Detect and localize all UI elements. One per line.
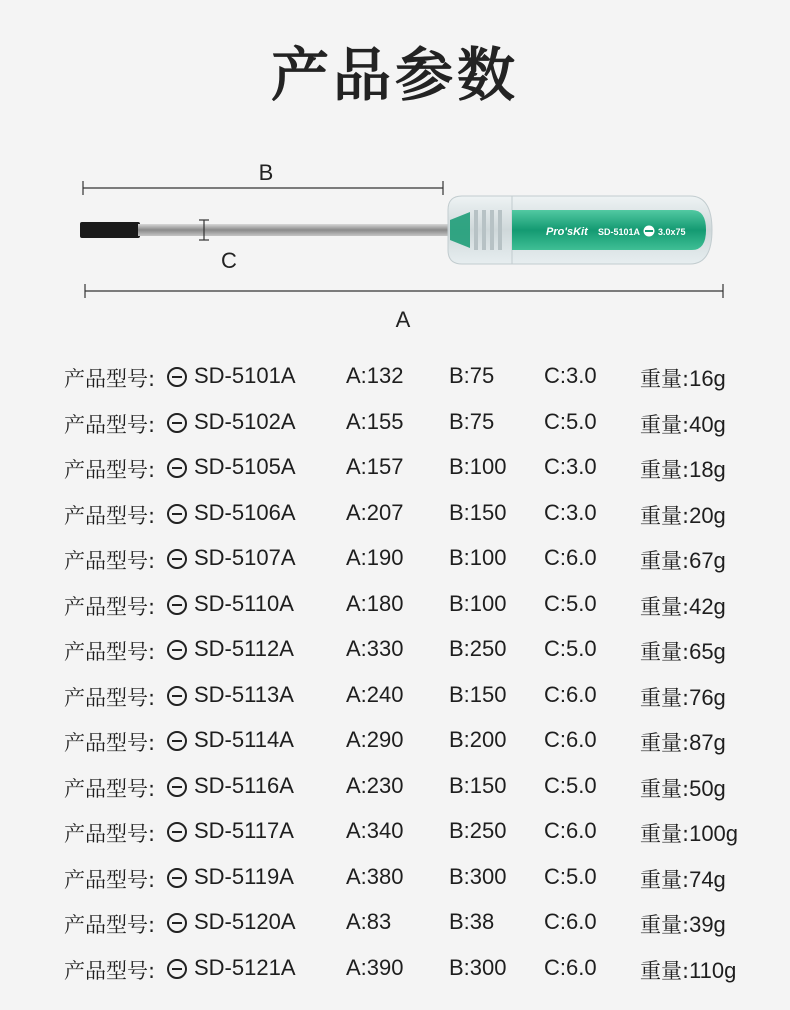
length-b: B:250 xyxy=(449,818,507,843)
weight-value: 50g xyxy=(689,775,726,801)
model-label: 产品型号: xyxy=(64,367,156,391)
weight-label: 重量: xyxy=(640,822,690,846)
length-a: A:157 xyxy=(346,454,404,479)
table-row xyxy=(0,355,790,401)
weight xyxy=(640,955,736,985)
tip-size-c: C:6.0 xyxy=(544,681,597,707)
label-a: A xyxy=(395,307,411,332)
length-b: B:75 xyxy=(449,363,495,388)
screwdriver-handle xyxy=(448,196,712,264)
length-b: B:300 xyxy=(449,863,507,889)
model-label: 产品型号: xyxy=(64,458,156,482)
model-label: 产品型号: xyxy=(64,776,156,801)
length-a: A:83 xyxy=(346,909,392,934)
model-label: 产品型号: xyxy=(64,503,156,528)
slotted-screwdriver-icon xyxy=(167,913,187,933)
weight-value: 74g xyxy=(689,866,726,892)
length-b: B:100 xyxy=(449,590,507,616)
length-a: A:240 xyxy=(346,681,404,707)
handle-brand: Pro'sKit xyxy=(546,226,588,238)
model-number: SD-5117A xyxy=(194,818,294,843)
slotted-screwdriver-icon xyxy=(167,595,187,615)
weight-value: 67g xyxy=(689,548,726,573)
weight-label: 重量: xyxy=(640,594,690,619)
length-a: A:132 xyxy=(346,363,404,388)
slotted-screwdriver-icon xyxy=(167,413,187,433)
tip-size-c: C:3.0 xyxy=(544,454,597,479)
table-row xyxy=(0,765,790,811)
tip-size-c: C:6.0 xyxy=(544,909,597,934)
weight-label: 重量: xyxy=(640,776,690,801)
length-a: A:330 xyxy=(346,636,404,661)
weight xyxy=(640,773,726,803)
weight xyxy=(640,409,726,439)
model-label: 产品型号: xyxy=(64,549,156,573)
screwdriver-tip xyxy=(80,222,140,238)
table-row xyxy=(0,537,790,583)
model-label: 产品型号: xyxy=(64,594,156,619)
weight xyxy=(640,682,726,712)
weight-label: 重量: xyxy=(640,458,690,482)
slotted-screwdriver-icon xyxy=(167,549,187,569)
weight-value: 40g xyxy=(689,411,726,437)
length-b: B:150 xyxy=(449,499,507,525)
weight-value: 16g xyxy=(689,366,726,391)
handle-size: 3.0x75 xyxy=(658,227,686,237)
table-row xyxy=(0,583,790,629)
model-number: SD-5107A xyxy=(194,545,296,570)
model-label: 产品型号: xyxy=(64,913,156,937)
weight-label: 重量: xyxy=(640,867,690,892)
model-number: SD-5114A xyxy=(194,727,294,752)
model-number: SD-5112A xyxy=(194,636,294,661)
table-row xyxy=(0,947,790,993)
slotted-screwdriver-icon xyxy=(167,822,187,842)
model-label: 产品型号: xyxy=(64,822,156,846)
model-label: 产品型号: xyxy=(64,731,156,755)
length-b: B:200 xyxy=(449,727,507,752)
slotted-screwdriver-icon xyxy=(167,640,187,660)
slotted-screwdriver-icon xyxy=(167,731,187,751)
weight xyxy=(640,500,726,530)
weight-value: 18g xyxy=(689,457,726,482)
length-a: A:340 xyxy=(346,818,404,843)
weight xyxy=(640,727,726,757)
table-row xyxy=(0,901,790,947)
screwdriver-shaft xyxy=(138,224,450,236)
weight xyxy=(640,864,726,894)
weight-label: 重量: xyxy=(640,958,690,983)
handle-model: SD-5101A xyxy=(598,227,641,237)
dimension-b xyxy=(83,160,443,195)
length-b: B:100 xyxy=(449,545,507,570)
model-label: 产品型号: xyxy=(64,412,156,437)
model-number: SD-5101A xyxy=(194,363,296,388)
spec-table xyxy=(0,355,790,992)
model-number: SD-5105A xyxy=(194,454,296,479)
weight xyxy=(640,454,726,484)
length-a: A:155 xyxy=(346,408,404,434)
weight-value: 20g xyxy=(689,502,726,528)
weight-label: 重量: xyxy=(640,685,690,710)
length-b: B:38 xyxy=(449,909,495,934)
length-b: B:300 xyxy=(449,954,507,980)
model-number: SD-5116A xyxy=(194,772,294,798)
weight-label: 重量: xyxy=(640,503,690,528)
tip-size-c: C:5.0 xyxy=(544,636,597,661)
table-row xyxy=(0,446,790,492)
tip-size-c: C:6.0 xyxy=(544,545,597,570)
tip-size-c: C:5.0 xyxy=(544,772,597,798)
model-number: SD-5120A xyxy=(194,909,296,934)
weight-value: 39g xyxy=(689,912,726,937)
slotted-screwdriver-icon xyxy=(167,458,187,478)
weight-label: 重量: xyxy=(640,913,690,937)
length-b: B:250 xyxy=(449,636,507,661)
tip-size-c: C:6.0 xyxy=(544,818,597,843)
model-number: SD-5121A xyxy=(194,954,296,980)
weight-value: 87g xyxy=(689,730,726,755)
weight-value: 65g xyxy=(689,639,726,664)
table-row xyxy=(0,401,790,447)
slotted-screwdriver-icon xyxy=(167,868,187,888)
model-number: SD-5106A xyxy=(194,499,296,525)
weight xyxy=(640,636,726,666)
screwdriver-svg xyxy=(0,150,790,340)
weight-label: 重量: xyxy=(640,367,690,391)
tip-size-c: C:6.0 xyxy=(544,727,597,752)
weight xyxy=(640,818,738,848)
label-b: B xyxy=(258,160,274,185)
length-a: A:290 xyxy=(346,727,404,752)
weight xyxy=(640,545,726,575)
tip-size-c: C:5.0 xyxy=(544,590,597,616)
slotted-screwdriver-icon xyxy=(167,686,187,706)
screwdriver-diagram xyxy=(0,150,790,340)
weight-value: 100g xyxy=(689,821,739,846)
weight-label: 重量: xyxy=(640,640,690,664)
model-label: 产品型号: xyxy=(64,685,156,710)
weight xyxy=(640,909,726,939)
model-label: 产品型号: xyxy=(64,958,156,983)
length-b: B:100 xyxy=(449,454,507,479)
label-c: C xyxy=(221,248,237,273)
weight xyxy=(640,591,726,621)
tip-size-c: C:5.0 xyxy=(544,863,597,889)
weight-value: 110g xyxy=(689,957,737,983)
tip-size-c: C:3.0 xyxy=(544,363,597,388)
slotted-screwdriver-icon xyxy=(167,367,187,387)
model-number: SD-5113A xyxy=(194,681,294,707)
page-title: 产品参数 xyxy=(270,41,519,109)
slotted-screwdriver-icon xyxy=(167,504,187,524)
weight xyxy=(640,363,726,393)
length-a: A:380 xyxy=(346,863,404,889)
model-number: SD-5110A xyxy=(194,590,294,616)
length-a: A:207 xyxy=(346,499,404,525)
slotted-screwdriver-icon xyxy=(167,959,187,979)
length-b: B:150 xyxy=(449,681,507,707)
tip-size-c: C:3.0 xyxy=(544,499,597,525)
model-label: 产品型号: xyxy=(64,867,156,892)
table-row xyxy=(0,810,790,856)
length-a: A:230 xyxy=(346,772,404,798)
model-number: SD-5102A xyxy=(194,408,296,434)
weight-label: 重量: xyxy=(640,412,690,437)
table-row xyxy=(0,674,790,720)
tip-size-c: C:6.0 xyxy=(544,954,597,980)
weight-label: 重量: xyxy=(640,549,690,573)
length-a: A:190 xyxy=(346,545,404,570)
weight-value: 76g xyxy=(689,684,726,710)
table-row xyxy=(0,492,790,538)
length-a: A:180 xyxy=(346,590,404,616)
table-row xyxy=(0,719,790,765)
dimension-a xyxy=(85,284,723,332)
table-row xyxy=(0,628,790,674)
length-b: B:75 xyxy=(449,408,495,434)
length-a: A:390 xyxy=(346,954,404,980)
slotted-screwdriver-icon xyxy=(167,777,187,797)
weight-value: 42g xyxy=(689,593,726,619)
table-row xyxy=(0,856,790,902)
tip-size-c: C:5.0 xyxy=(544,408,597,434)
model-label: 产品型号: xyxy=(64,640,156,664)
model-number: SD-5119A xyxy=(194,863,294,889)
length-b: B:150 xyxy=(449,772,507,798)
weight-label: 重量: xyxy=(640,731,690,755)
